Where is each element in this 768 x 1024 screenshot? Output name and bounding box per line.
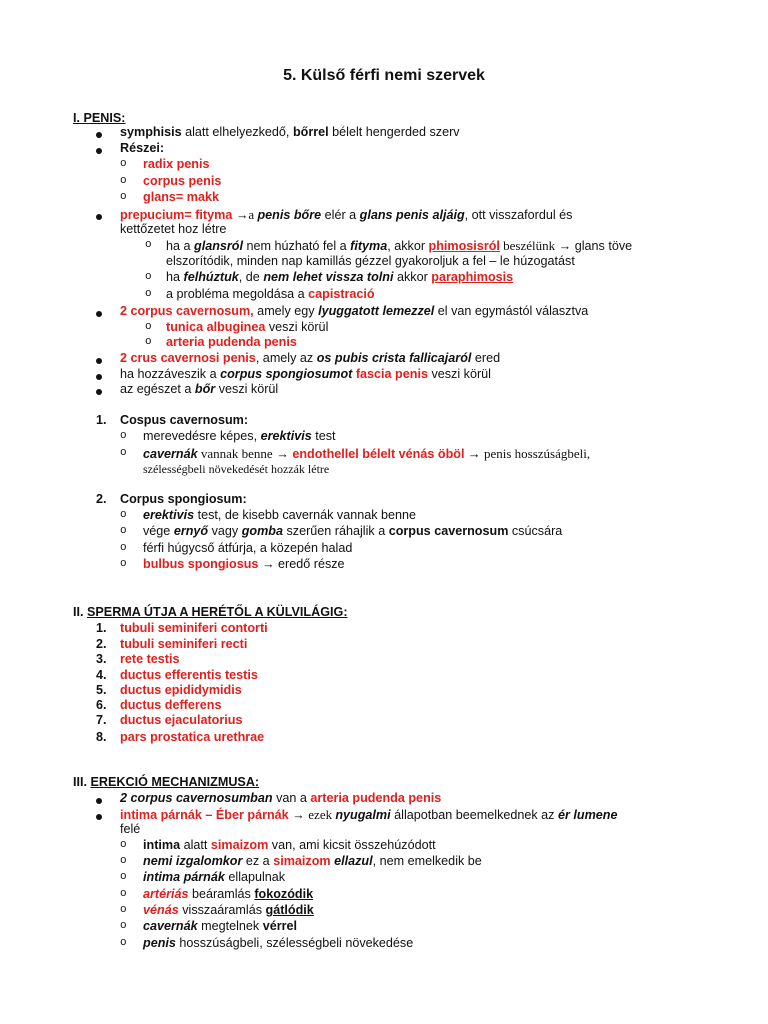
text: az egészet a xyxy=(120,382,195,396)
list-item xyxy=(143,838,436,853)
list-item xyxy=(143,870,285,885)
term: intima xyxy=(143,838,181,852)
list-item: glans= makk xyxy=(143,190,219,204)
bullet-icon xyxy=(96,384,102,399)
term: os pubis crista fallicajaról xyxy=(316,351,472,365)
list-item: ductus ejaculatorius xyxy=(120,713,243,727)
term: arteria pudenda penis xyxy=(310,791,442,805)
list-item: pars prostatica urethrae xyxy=(120,730,265,744)
term: glansról xyxy=(194,239,244,253)
list-item xyxy=(120,791,441,806)
text: , akkor xyxy=(387,239,429,253)
text: a probléma megoldása a xyxy=(166,287,309,301)
text: ha hozzáveszik a xyxy=(120,367,221,381)
term: 2 crus cavernosi penis xyxy=(120,351,256,365)
term: tunica albuginea xyxy=(166,320,266,334)
term: intima párnák – Éber párnák xyxy=(120,808,289,822)
list-item xyxy=(120,304,588,319)
text: visszaáramlás xyxy=(178,903,266,917)
circle-bullet-icon: o xyxy=(120,871,127,883)
text: vannak benne xyxy=(197,446,273,461)
list-item xyxy=(143,557,345,572)
term: gátlódik xyxy=(265,903,314,917)
text: elér a xyxy=(321,208,360,222)
term: ellazul xyxy=(334,854,373,868)
subsection-heading: Corpus spongiosum: xyxy=(120,492,247,506)
list-item xyxy=(143,854,482,869)
list-number: 5. xyxy=(96,683,107,697)
bullet-icon xyxy=(96,143,102,158)
text: beáramlás xyxy=(188,887,255,901)
list-item xyxy=(120,807,617,823)
text: alatt xyxy=(180,838,211,852)
bullet-icon xyxy=(96,369,102,384)
text: test xyxy=(311,429,336,443)
text: van a xyxy=(272,791,311,805)
list-item xyxy=(143,446,590,462)
subsection-heading: Cospus cavernosum: xyxy=(120,413,249,427)
bullet-icon xyxy=(96,793,102,808)
list-item xyxy=(166,320,328,335)
section-number: III. xyxy=(73,775,91,789)
term: penis xyxy=(143,936,176,950)
circle-bullet-icon: o xyxy=(145,239,152,251)
circle-bullet-icon: o xyxy=(120,175,127,187)
list-number: 7. xyxy=(96,713,107,727)
text: vége xyxy=(143,524,174,538)
term: erektivis xyxy=(260,429,312,443)
circle-bullet-icon: o xyxy=(120,509,127,521)
page-title: 5. Külső férfi nemi szervek xyxy=(283,67,485,84)
list-item xyxy=(143,887,313,902)
term: paraphimosis xyxy=(431,270,514,284)
list-number: 2. xyxy=(96,637,107,651)
list-item: Részei: xyxy=(120,141,165,155)
list-item: tubuli seminiferi contorti xyxy=(120,621,268,635)
text: test, de kisebb cavernák vannak benne xyxy=(194,508,417,522)
list-item-continuation: elszorítódik, minden nap kamillás gézzel gyakoroljuk a fel – le húzogatást xyxy=(166,254,575,268)
bullet-icon xyxy=(96,127,102,142)
list-number: 4. xyxy=(96,668,107,682)
term: vénás xyxy=(143,903,179,917)
text: , de xyxy=(238,270,264,284)
term: fascia penis xyxy=(355,367,428,381)
term: prepucium= fityma xyxy=(120,208,233,222)
list-item: tubuli seminiferi recti xyxy=(120,637,248,651)
list-item: radix penis xyxy=(143,157,210,171)
term: bőr xyxy=(194,382,216,396)
text: nem húzható fel a xyxy=(243,239,351,253)
circle-bullet-icon: o xyxy=(145,321,152,333)
circle-bullet-icon: o xyxy=(145,336,152,348)
list-item xyxy=(120,382,278,397)
list-item: arteria pudenda penis xyxy=(166,335,297,349)
text: megtelnek xyxy=(197,919,263,933)
term: 2 corpus cavernosum, xyxy=(120,304,254,318)
bullet-icon xyxy=(96,353,102,368)
term: simaizom xyxy=(273,854,331,868)
list-item xyxy=(166,270,513,285)
text: → eredő része xyxy=(258,557,345,571)
text: szerűen ráhajlik a xyxy=(283,524,389,538)
term: fityma xyxy=(350,239,388,253)
text: vagy xyxy=(208,524,242,538)
text: el van egymástól választva xyxy=(434,304,589,318)
term: capistració xyxy=(308,287,375,301)
section-3-title: EREKCIÓ MECHANIZMUSA: xyxy=(90,775,260,789)
circle-bullet-icon: o xyxy=(120,855,127,867)
text: veszi körül xyxy=(265,320,329,334)
text: a xyxy=(248,207,258,222)
circle-bullet-icon: o xyxy=(120,158,127,170)
list-item xyxy=(143,429,336,444)
term: bulbus spongiosus xyxy=(143,557,259,571)
section-2-heading xyxy=(73,605,348,620)
text: merevedésre képes, xyxy=(143,429,261,443)
text: , amely az xyxy=(255,351,317,365)
section-number: II. xyxy=(73,605,87,619)
term: simaizom xyxy=(210,838,269,852)
term: cavernák xyxy=(143,919,198,933)
text: veszi körül xyxy=(215,382,279,396)
circle-bullet-icon: o xyxy=(120,920,127,932)
text: veszi körül xyxy=(427,367,491,381)
text: csúcsára xyxy=(508,524,563,538)
term: symphisis xyxy=(120,125,182,139)
bullet-icon xyxy=(96,809,102,824)
term: ér lumene xyxy=(557,808,618,822)
bullet-icon xyxy=(96,209,102,224)
list-item-continuation: szélességbeli növekedését hozzák létre xyxy=(143,462,330,476)
term: vérrel xyxy=(262,919,298,933)
term: 2 corpus cavernosumban xyxy=(120,791,273,805)
circle-bullet-icon: o xyxy=(120,839,127,851)
circle-bullet-icon: o xyxy=(120,904,127,916)
list-number: 2. xyxy=(96,492,107,506)
circle-bullet-icon: o xyxy=(120,888,127,900)
list-item xyxy=(120,351,500,366)
list-item xyxy=(120,125,460,140)
text: beszélünk xyxy=(499,238,556,253)
term: nyugalmi xyxy=(335,808,391,822)
term: nemi izgalomkor xyxy=(143,854,243,868)
term: intima párnák xyxy=(143,870,225,884)
circle-bullet-icon: o xyxy=(120,525,127,537)
list-item-continuation: kettőzetet hoz létre xyxy=(120,222,227,236)
term: corpus cavernosum xyxy=(388,524,509,538)
text: akkor xyxy=(393,270,432,284)
circle-bullet-icon: o xyxy=(120,447,127,459)
term: glans penis aljáig xyxy=(359,208,465,222)
term: artériás xyxy=(143,887,189,901)
circle-bullet-icon: o xyxy=(145,288,152,300)
term: penis bőre xyxy=(257,208,322,222)
bullet-icon xyxy=(96,306,102,321)
list-item: rete testis xyxy=(120,652,180,666)
text: → penis hosszúságbeli, xyxy=(464,446,591,461)
text: → glans töve xyxy=(555,239,633,253)
term: endothellel bélelt vénás öböl xyxy=(292,447,465,461)
list-item: férfi húgycső átfúrja, a közepén halad xyxy=(143,541,353,555)
circle-bullet-icon: o xyxy=(120,937,127,949)
section-1-heading xyxy=(73,111,125,126)
list-item: corpus penis xyxy=(143,174,222,188)
text: → xyxy=(232,208,249,222)
section-1-title: I. PENIS: xyxy=(73,111,126,125)
circle-bullet-icon: o xyxy=(120,542,127,554)
text: állapotban beemelkednek az xyxy=(390,808,558,822)
list-number: 3. xyxy=(96,652,107,666)
term: felhúztuk xyxy=(183,270,239,284)
list-number: 6. xyxy=(96,698,107,712)
text: ha xyxy=(166,270,184,284)
list-item xyxy=(120,207,572,223)
text: amely egy xyxy=(253,304,319,318)
term: bőrrel xyxy=(292,125,329,139)
term: corpus spongiosumot xyxy=(220,367,353,381)
circle-bullet-icon: o xyxy=(120,191,127,203)
text: ez a xyxy=(242,854,274,868)
text: ellapulnak xyxy=(224,870,286,884)
list-item xyxy=(143,936,413,951)
list-item-continuation: felé xyxy=(120,822,141,836)
term: erektivis xyxy=(143,508,195,522)
list-item xyxy=(143,903,314,918)
text: , nem emelkedik be xyxy=(372,854,482,868)
term: cavernák xyxy=(143,447,198,461)
section-2-title: SPERMA ÚTJA A HERÉTŐL A KÜLVILÁGIG: xyxy=(87,605,348,619)
term: lyuggatott lemezzel xyxy=(318,304,435,318)
text: → xyxy=(288,808,309,822)
text: ezek xyxy=(308,807,336,822)
term: nem lehet vissza tolni xyxy=(263,270,394,284)
list-item xyxy=(143,919,297,934)
term: phimosisról xyxy=(428,239,500,253)
term: ernyő xyxy=(173,524,209,538)
circle-bullet-icon: o xyxy=(120,558,127,570)
list-item: ductus efferentis testis xyxy=(120,668,258,682)
term: gomba xyxy=(241,524,283,538)
term: fokozódik xyxy=(254,887,314,901)
list-item: ductus epididymidis xyxy=(120,683,242,697)
list-item: ductus defferens xyxy=(120,698,222,712)
list-item xyxy=(120,367,491,382)
text: → xyxy=(272,447,293,461)
section-3-heading xyxy=(73,775,259,790)
list-item xyxy=(166,287,375,302)
text: van, ami kicsit összehúzódott xyxy=(268,838,436,852)
circle-bullet-icon: o xyxy=(120,430,127,442)
list-number: 8. xyxy=(96,730,107,744)
text: ha a xyxy=(166,239,195,253)
circle-bullet-icon: o xyxy=(145,271,152,283)
list-item xyxy=(166,238,632,254)
list-item xyxy=(143,508,416,523)
text: ered xyxy=(471,351,501,365)
text: alatt elhelyezkedő, xyxy=(181,125,293,139)
text: , ott visszafordul és xyxy=(464,208,573,222)
text: hosszúságbeli, szélességbeli növekedése xyxy=(175,936,414,950)
text: bélelt hengerded szerv xyxy=(328,125,460,139)
list-item xyxy=(143,524,562,539)
list-number: 1. xyxy=(96,413,107,427)
list-number: 1. xyxy=(96,621,107,635)
